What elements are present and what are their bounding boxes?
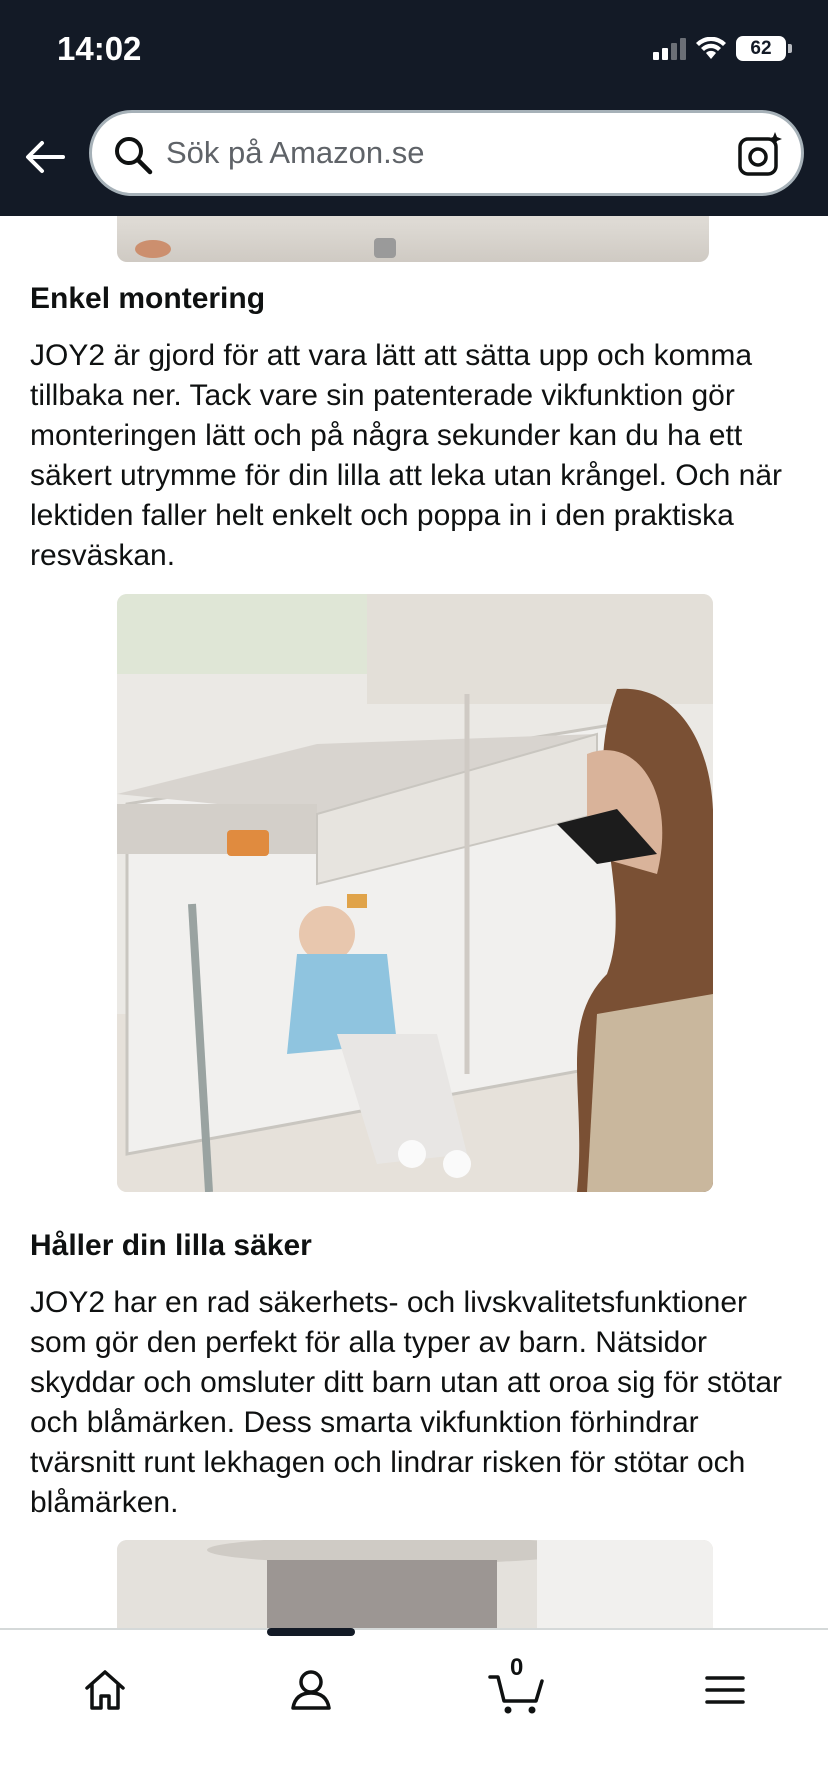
camera-search-icon[interactable] xyxy=(737,131,783,177)
nav-cart[interactable] xyxy=(483,1654,553,1720)
battery-icon: 62 xyxy=(736,36,786,61)
bottom-navigation xyxy=(0,1628,828,1792)
search-input[interactable] xyxy=(166,113,706,193)
cart-count: 0 xyxy=(510,1654,524,1681)
search-bar[interactable] xyxy=(89,110,804,196)
home-indicator xyxy=(267,1628,355,1636)
wifi-icon xyxy=(696,37,726,61)
signal-icon xyxy=(653,38,686,60)
battery-cap xyxy=(788,44,792,53)
status-icons xyxy=(653,36,792,61)
menu-icon xyxy=(703,1670,747,1710)
search-icon xyxy=(112,134,154,176)
back-button[interactable] xyxy=(22,134,68,180)
arrow-left-icon xyxy=(25,140,65,174)
header xyxy=(0,0,828,216)
product-image-partial xyxy=(117,1540,713,1628)
nav-account[interactable] xyxy=(276,1660,346,1720)
account-icon xyxy=(289,1668,333,1712)
status-time: 14:02 xyxy=(57,30,142,67)
product-image-playpen xyxy=(117,594,713,1192)
section-text: JOY2 har en rad säkerhets- och livskvalitetsfunktioner som gör den perfekt för alla typer av barn. Nätsidor skyddar och omsluter ditt barn utan att oroa sig för stötar och blåmärken. Dess smarta vikfunktion förhindrar tvärsnitt runt lekhagen och lindrar risken för stötar och blåmärken. xyxy=(30,1286,783,1519)
product-description xyxy=(0,216,828,1628)
section-heading: Enkel montering xyxy=(30,282,266,315)
home-icon xyxy=(83,1668,127,1712)
nav-menu[interactable] xyxy=(690,1660,760,1720)
section-heading: Håller din lilla säker xyxy=(30,1229,312,1262)
section-text: JOY2 är gjord för att vara lätt att sätta upp och komma tillbaka ner. Tack vare sin patenterade vikfunktion gör monteringen lätt och på några sekunder kan du ha ett säkert utrymme för din lilla att leka utan krångel. Och när lektiden faller helt enkelt och poppa in i den praktiska resväskan. xyxy=(30,339,782,572)
product-image-partial xyxy=(117,216,709,262)
playpen-illustration xyxy=(117,594,713,1192)
nav-home[interactable] xyxy=(70,1660,140,1720)
